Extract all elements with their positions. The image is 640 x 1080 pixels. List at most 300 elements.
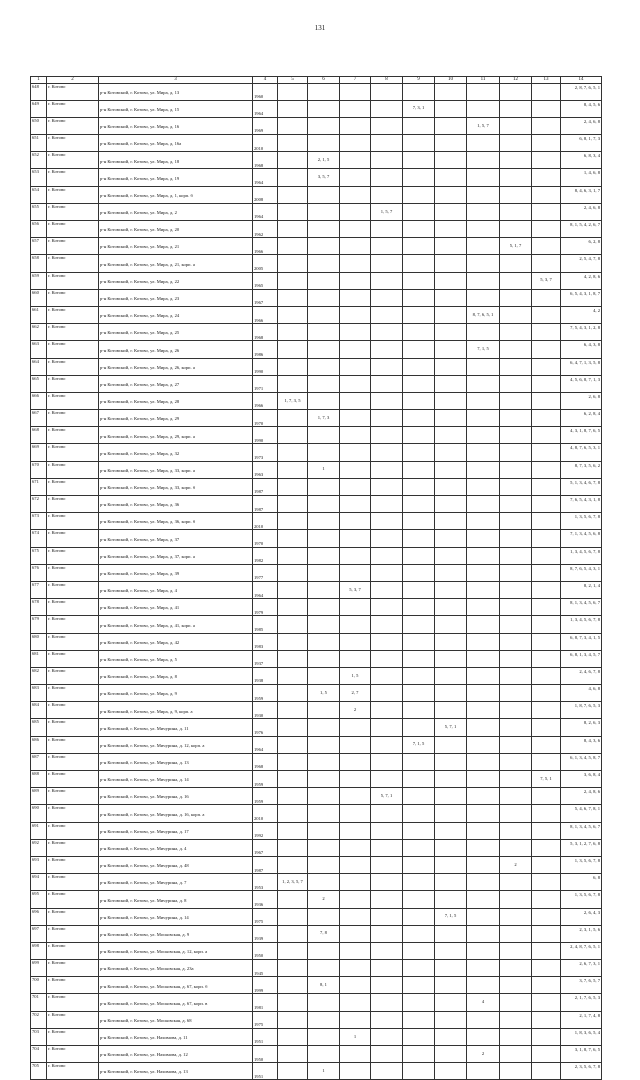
- table-row: [31, 753, 602, 770]
- cell-c7: [340, 994, 371, 1011]
- cell-year: 1930: [253, 702, 278, 719]
- cell-c12: [500, 685, 532, 702]
- cell-addr: р-н Котовский, г. Котово, ул. Московская, д. 23а: [99, 960, 253, 977]
- cell-city: г. Котово: [47, 874, 99, 891]
- cell-c8: [371, 685, 403, 702]
- cell-c8: [371, 856, 403, 873]
- cell-city: г. Котово: [47, 925, 99, 942]
- cell-c13: [532, 788, 561, 805]
- cell-c11: [467, 324, 500, 341]
- table-row: [31, 942, 602, 959]
- cell-city: г. Котово: [47, 324, 99, 341]
- cell-year: 1975: [253, 1011, 278, 1028]
- cell-year: 1938: [253, 667, 278, 684]
- cell-c14: 4, 5, 6, 8, 7, 1, 3: [561, 375, 602, 392]
- cell-addr: р-н Котовский, г. Котово, ул. Мичурина, д. 14: [99, 908, 253, 925]
- cell-c14: 1, 8, 7, 6, 5, 3: [561, 702, 602, 719]
- cell-c13: [532, 341, 561, 358]
- cell-city: г. Котово: [47, 221, 99, 238]
- cell-c5: 1, 7, 3, 5: [278, 392, 308, 409]
- cell-c5: [278, 685, 308, 702]
- cell-city: г. Котово: [47, 444, 99, 461]
- cell-addr: р-н Котовский, г. Котово, ул. Мичурина, д. 13: [99, 753, 253, 770]
- cell-c7: [340, 599, 371, 616]
- cell-c12: [500, 925, 532, 942]
- cell-num: 672: [31, 496, 47, 513]
- cell-c6: [308, 221, 340, 238]
- cell-c5: 1, 2, 3, 5, 7: [278, 874, 308, 891]
- cell-c6: [308, 1046, 340, 1063]
- cell-c12: [500, 650, 532, 667]
- cell-num: 687: [31, 753, 47, 770]
- cell-c6: 1, 5: [308, 685, 340, 702]
- cell-c10: [435, 324, 467, 341]
- cell-c14: 6, 8, 3, 4: [561, 152, 602, 169]
- cell-c12: [500, 478, 532, 495]
- cell-year: 2010: [253, 805, 278, 822]
- cell-addr: р-н Котовский, г. Котово, ул. Мичурина, д. 12, корп. а: [99, 736, 253, 753]
- cell-addr: р-н Котовский, г. Котово, ул. Мичурина, д. 11: [99, 719, 253, 736]
- cell-addr: р-н Котовский, г. Котово, ул. Нахимова, д. 11: [99, 1028, 253, 1045]
- cell-year: 1964: [253, 736, 278, 753]
- cell-c11: [467, 152, 500, 169]
- cell-year: 1970: [253, 410, 278, 427]
- cell-c7: [340, 461, 371, 478]
- cell-addr: р-н Котовский, г. Котово, ул. Московская, д. 67, корп. б: [99, 977, 253, 994]
- cell-addr: р-н Котовский, г. Котово, ул. Мира, д. 15: [99, 100, 253, 117]
- cell-c5: [278, 702, 308, 719]
- cell-c11: [467, 667, 500, 684]
- cell-c8: [371, 650, 403, 667]
- cell-c5: [278, 135, 308, 152]
- cell-c8: [371, 444, 403, 461]
- cell-addr: р-н Котовский, г. Котово, ул. Мира, д. 37: [99, 530, 253, 547]
- cell-addr: р-н Котовский, г. Котово, ул. Мира, д. 8: [99, 667, 253, 684]
- cell-addr: р-н Котовский, г. Котово, ул. Мира, д. 13: [99, 83, 253, 100]
- cell-c7: [340, 203, 371, 220]
- cell-c14: 3, 7, 6, 5, 7: [561, 977, 602, 994]
- column-header-4: 4: [253, 77, 278, 84]
- cell-c14: 8, 2, 6, 3: [561, 719, 602, 736]
- cell-c12: [500, 753, 532, 770]
- cell-c13: [532, 960, 561, 977]
- cell-c9: [403, 753, 435, 770]
- cell-c10: [435, 117, 467, 134]
- table-row: [31, 410, 602, 427]
- cell-year: 1964: [253, 169, 278, 186]
- cell-c14: 7, 6, 5, 4, 3, 1, 8: [561, 496, 602, 513]
- cell-num: 697: [31, 925, 47, 942]
- cell-c14: 3, 1, 8, 7, 6, 5: [561, 1046, 602, 1063]
- table-row: [31, 186, 602, 203]
- cell-num: 683: [31, 685, 47, 702]
- cell-c7: [340, 771, 371, 788]
- cell-c9: [403, 461, 435, 478]
- cell-c10: [435, 891, 467, 908]
- cell-c10: [435, 238, 467, 255]
- cell-c12: [500, 771, 532, 788]
- cell-c9: [403, 581, 435, 598]
- cell-city: г. Котово: [47, 117, 99, 134]
- cell-num: 650: [31, 117, 47, 134]
- cell-c13: [532, 702, 561, 719]
- cell-addr: р-н Котовский, г. Котово, ул. Мира, д. 22: [99, 272, 253, 289]
- cell-c11: 1, 5, 7: [467, 117, 500, 134]
- cell-c9: [403, 994, 435, 1011]
- cell-addr: р-н Котовский, г. Котово, ул. Мира, д. 41, корп. а: [99, 616, 253, 633]
- cell-year: 1990: [253, 427, 278, 444]
- cell-c11: [467, 221, 500, 238]
- cell-c9: [403, 616, 435, 633]
- cell-c9: [403, 496, 435, 513]
- cell-c11: [467, 822, 500, 839]
- cell-c13: [532, 392, 561, 409]
- cell-year: 1965: [253, 272, 278, 289]
- cell-addr: р-н Котовский, г. Котово, ул. Мира, д. 37, корп. а: [99, 547, 253, 564]
- cell-c6: [308, 564, 340, 581]
- cell-c5: [278, 925, 308, 942]
- cell-c10: [435, 375, 467, 392]
- cell-c10: [435, 427, 467, 444]
- cell-c11: [467, 1011, 500, 1028]
- cell-c11: [467, 960, 500, 977]
- cell-c14: 8, 7, 6, 5, 4, 3, 1: [561, 564, 602, 581]
- cell-c7: [340, 392, 371, 409]
- cell-c5: [278, 788, 308, 805]
- cell-city: г. Котово: [47, 410, 99, 427]
- cell-c12: [500, 341, 532, 358]
- cell-city: г. Котово: [47, 822, 99, 839]
- table-row: [31, 908, 602, 925]
- cell-c14: 1, 3, 5, 6, 7, 8: [561, 513, 602, 530]
- cell-c6: 1, 7, 3: [308, 410, 340, 427]
- cell-c7: [340, 960, 371, 977]
- cell-c5: [278, 599, 308, 616]
- cell-num: 652: [31, 152, 47, 169]
- cell-year: 1963: [253, 461, 278, 478]
- cell-c5: [278, 581, 308, 598]
- cell-c8: [371, 117, 403, 134]
- cell-c13: [532, 496, 561, 513]
- cell-c8: [371, 839, 403, 856]
- cell-c9: [403, 908, 435, 925]
- cell-city: г. Котово: [47, 513, 99, 530]
- cell-year: 1987: [253, 856, 278, 873]
- cell-c13: [532, 186, 561, 203]
- cell-c10: [435, 100, 467, 117]
- cell-c6: [308, 444, 340, 461]
- cell-num: 660: [31, 289, 47, 306]
- cell-c10: [435, 616, 467, 633]
- cell-year: 1967: [253, 289, 278, 306]
- cell-c6: 3, 5, 7: [308, 169, 340, 186]
- cell-c12: 2: [500, 856, 532, 873]
- cell-c9: [403, 1046, 435, 1063]
- cell-c11: [467, 581, 500, 598]
- cell-c12: [500, 221, 532, 238]
- cell-c5: [278, 461, 308, 478]
- cell-addr: р-н Котовский, г. Котово, ул. Мира, д. 29: [99, 410, 253, 427]
- cell-num: 663: [31, 341, 47, 358]
- cell-c8: [371, 633, 403, 650]
- cell-c10: [435, 530, 467, 547]
- cell-c7: [340, 135, 371, 152]
- cell-c7: [340, 650, 371, 667]
- cell-num: 684: [31, 702, 47, 719]
- cell-c12: [500, 169, 532, 186]
- cell-c5: [278, 547, 308, 564]
- table-row: [31, 960, 602, 977]
- cell-num: 678: [31, 599, 47, 616]
- cell-addr: р-н Котовский, г. Котово, ул. Московская, д. 67, корп. в: [99, 994, 253, 1011]
- cell-addr: р-н Котовский, г. Котово, ул. Мичурина, д. 4: [99, 839, 253, 856]
- cell-city: г. Котово: [47, 650, 99, 667]
- cell-c11: [467, 908, 500, 925]
- cell-c12: [500, 1063, 532, 1080]
- cell-c9: [403, 83, 435, 100]
- cell-city: г. Котово: [47, 83, 99, 100]
- cell-c5: [278, 152, 308, 169]
- cell-c7: [340, 496, 371, 513]
- cell-year: 1987: [253, 478, 278, 495]
- cell-c5: [278, 564, 308, 581]
- register-table: [30, 76, 602, 1080]
- cell-c13: [532, 891, 561, 908]
- cell-c12: [500, 736, 532, 753]
- column-header-10: 10: [435, 77, 467, 84]
- table-row: [31, 650, 602, 667]
- cell-c13: [532, 135, 561, 152]
- cell-c11: [467, 599, 500, 616]
- cell-c5: [278, 1028, 308, 1045]
- cell-year: 1936: [253, 891, 278, 908]
- cell-addr: р-н Котовский, г. Котово, ул. Мира, д. 18: [99, 152, 253, 169]
- column-header-6: 6: [308, 77, 340, 84]
- cell-c5: [278, 822, 308, 839]
- table-row: [31, 341, 602, 358]
- cell-c5: [278, 960, 308, 977]
- cell-year: 1969: [253, 117, 278, 134]
- cell-addr: р-н Котовский, г. Котово, ул. Мира, д. 28: [99, 392, 253, 409]
- cell-c7: [340, 1046, 371, 1063]
- cell-c14: 6, 1, 3, 4, 5, 8, 7: [561, 753, 602, 770]
- cell-c12: [500, 616, 532, 633]
- cell-addr: р-н Котовский, г. Котово, ул. Мира, д. 25: [99, 324, 253, 341]
- cell-c9: [403, 427, 435, 444]
- cell-c13: [532, 444, 561, 461]
- cell-c11: [467, 135, 500, 152]
- cell-year: 1973: [253, 444, 278, 461]
- cell-c14: 6, 4, 7, 1, 3, 5, 8: [561, 358, 602, 375]
- cell-c13: [532, 667, 561, 684]
- table-row: [31, 238, 602, 255]
- cell-c14: 7, 5, 4, 3, 1, 2, 8: [561, 324, 602, 341]
- table-row: [31, 736, 602, 753]
- cell-year: 1968: [253, 152, 278, 169]
- cell-c11: [467, 272, 500, 289]
- cell-c12: 5, 1, 7: [500, 238, 532, 255]
- cell-c12: [500, 839, 532, 856]
- cell-c8: [371, 375, 403, 392]
- cell-year: 1983: [253, 633, 278, 650]
- cell-c6: [308, 753, 340, 770]
- cell-c14: 1, 3, 4, 5, 6, 7, 8: [561, 547, 602, 564]
- cell-c11: [467, 633, 500, 650]
- cell-c6: [308, 83, 340, 100]
- cell-c6: [308, 375, 340, 392]
- cell-c8: [371, 822, 403, 839]
- cell-c8: 5, 7, 1: [371, 788, 403, 805]
- cell-c7: [340, 289, 371, 306]
- cell-c11: [467, 891, 500, 908]
- cell-c12: [500, 392, 532, 409]
- cell-c10: [435, 856, 467, 873]
- cell-c7: [340, 977, 371, 994]
- cell-c13: [532, 616, 561, 633]
- cell-c6: 2, 1, 5: [308, 152, 340, 169]
- cell-c6: [308, 771, 340, 788]
- cell-year: 1986: [253, 341, 278, 358]
- cell-c10: [435, 650, 467, 667]
- cell-city: г. Котово: [47, 392, 99, 409]
- cell-city: г. Котово: [47, 255, 99, 272]
- cell-c13: [532, 513, 561, 530]
- cell-num: 689: [31, 788, 47, 805]
- cell-c8: [371, 478, 403, 495]
- cell-c7: [340, 616, 371, 633]
- cell-c5: [278, 117, 308, 134]
- column-header-11: 11: [467, 77, 500, 84]
- cell-c8: [371, 513, 403, 530]
- cell-c8: [371, 891, 403, 908]
- cell-addr: р-н Котовский, г. Котово, ул. Мичурина, д. 16: [99, 788, 253, 805]
- table-row: [31, 1028, 602, 1045]
- cell-c10: [435, 255, 467, 272]
- cell-c6: [308, 599, 340, 616]
- cell-c12: [500, 822, 532, 839]
- cell-c7: [340, 891, 371, 908]
- cell-c5: [278, 169, 308, 186]
- cell-c13: [532, 581, 561, 598]
- cell-c10: [435, 702, 467, 719]
- cell-c8: [371, 1046, 403, 1063]
- cell-c12: [500, 203, 532, 220]
- cell-c6: [308, 788, 340, 805]
- cell-c9: [403, 874, 435, 891]
- cell-year: 1959: [253, 771, 278, 788]
- cell-c12: [500, 994, 532, 1011]
- cell-c9: [403, 169, 435, 186]
- cell-c7: [340, 272, 371, 289]
- cell-addr: р-н Котовский, г. Котово, ул. Мира, д. 36, корп. б: [99, 513, 253, 530]
- cell-c12: [500, 547, 532, 564]
- cell-c7: [340, 839, 371, 856]
- cell-num: 649: [31, 100, 47, 117]
- cell-year: 1975: [253, 908, 278, 925]
- cell-num: 669: [31, 444, 47, 461]
- cell-year: 2005: [253, 255, 278, 272]
- cell-c14: 8, 4, 6, 3, 1, 7: [561, 186, 602, 203]
- cell-year: 1950: [253, 942, 278, 959]
- cell-c8: [371, 255, 403, 272]
- cell-c5: [278, 1046, 308, 1063]
- cell-c5: [278, 289, 308, 306]
- cell-city: г. Котово: [47, 805, 99, 822]
- column-header-1: 1: [31, 77, 47, 84]
- cell-c5: [278, 753, 308, 770]
- cell-city: г. Котово: [47, 530, 99, 547]
- cell-c5: [278, 977, 308, 994]
- cell-c13: [532, 530, 561, 547]
- cell-c7: [340, 410, 371, 427]
- cell-c14: 1, 4, 6, 8: [561, 169, 602, 186]
- cell-c13: [532, 83, 561, 100]
- cell-addr: р-н Котовский, г. Котово, ул. Мира, д. 16а: [99, 135, 253, 152]
- cell-addr: р-н Котовский, г. Котово, ул. Мичурина, д. 17: [99, 822, 253, 839]
- cell-c11: [467, 736, 500, 753]
- cell-c10: [435, 169, 467, 186]
- cell-c9: [403, 478, 435, 495]
- cell-c7: [340, 341, 371, 358]
- cell-year: 1951: [253, 1028, 278, 1045]
- cell-c10: [435, 960, 467, 977]
- cell-c7: [340, 152, 371, 169]
- cell-c14: 6, 8, 1, 7, 3: [561, 135, 602, 152]
- cell-c7: [340, 856, 371, 873]
- cell-num: 662: [31, 324, 47, 341]
- cell-c6: [308, 856, 340, 873]
- cell-c14: 2, 1, 7, 4, 8: [561, 1011, 602, 1028]
- cell-c10: [435, 272, 467, 289]
- cell-num: 699: [31, 960, 47, 977]
- cell-num: 694: [31, 874, 47, 891]
- cell-c9: [403, 667, 435, 684]
- cell-c5: [278, 994, 308, 1011]
- cell-c5: [278, 771, 308, 788]
- cell-c11: [467, 805, 500, 822]
- cell-c10: [435, 633, 467, 650]
- cell-num: 657: [31, 238, 47, 255]
- cell-c7: [340, 238, 371, 255]
- cell-year: 1953: [253, 874, 278, 891]
- cell-c6: [308, 702, 340, 719]
- cell-c8: [371, 1011, 403, 1028]
- cell-c6: [308, 513, 340, 530]
- cell-addr: р-н Котовский, г. Котово, ул. Мичурина, д. 7: [99, 874, 253, 891]
- cell-c7: [340, 186, 371, 203]
- cell-c12: [500, 117, 532, 134]
- cell-c9: [403, 375, 435, 392]
- cell-c13: [532, 1011, 561, 1028]
- cell-c10: [435, 392, 467, 409]
- cell-c6: [308, 478, 340, 495]
- cell-c10: [435, 203, 467, 220]
- cell-c9: [403, 392, 435, 409]
- cell-c9: 7, 3, 1: [403, 100, 435, 117]
- cell-city: г. Котово: [47, 1046, 99, 1063]
- cell-c14: 4, 6, 8: [561, 685, 602, 702]
- cell-num: 692: [31, 839, 47, 856]
- cell-num: 680: [31, 633, 47, 650]
- column-header-8: 8: [371, 77, 403, 84]
- cell-city: г. Котово: [47, 358, 99, 375]
- cell-num: 670: [31, 461, 47, 478]
- cell-c8: [371, 667, 403, 684]
- cell-num: 685: [31, 719, 47, 736]
- cell-c6: [308, 186, 340, 203]
- cell-num: 682: [31, 667, 47, 684]
- cell-num: 690: [31, 805, 47, 822]
